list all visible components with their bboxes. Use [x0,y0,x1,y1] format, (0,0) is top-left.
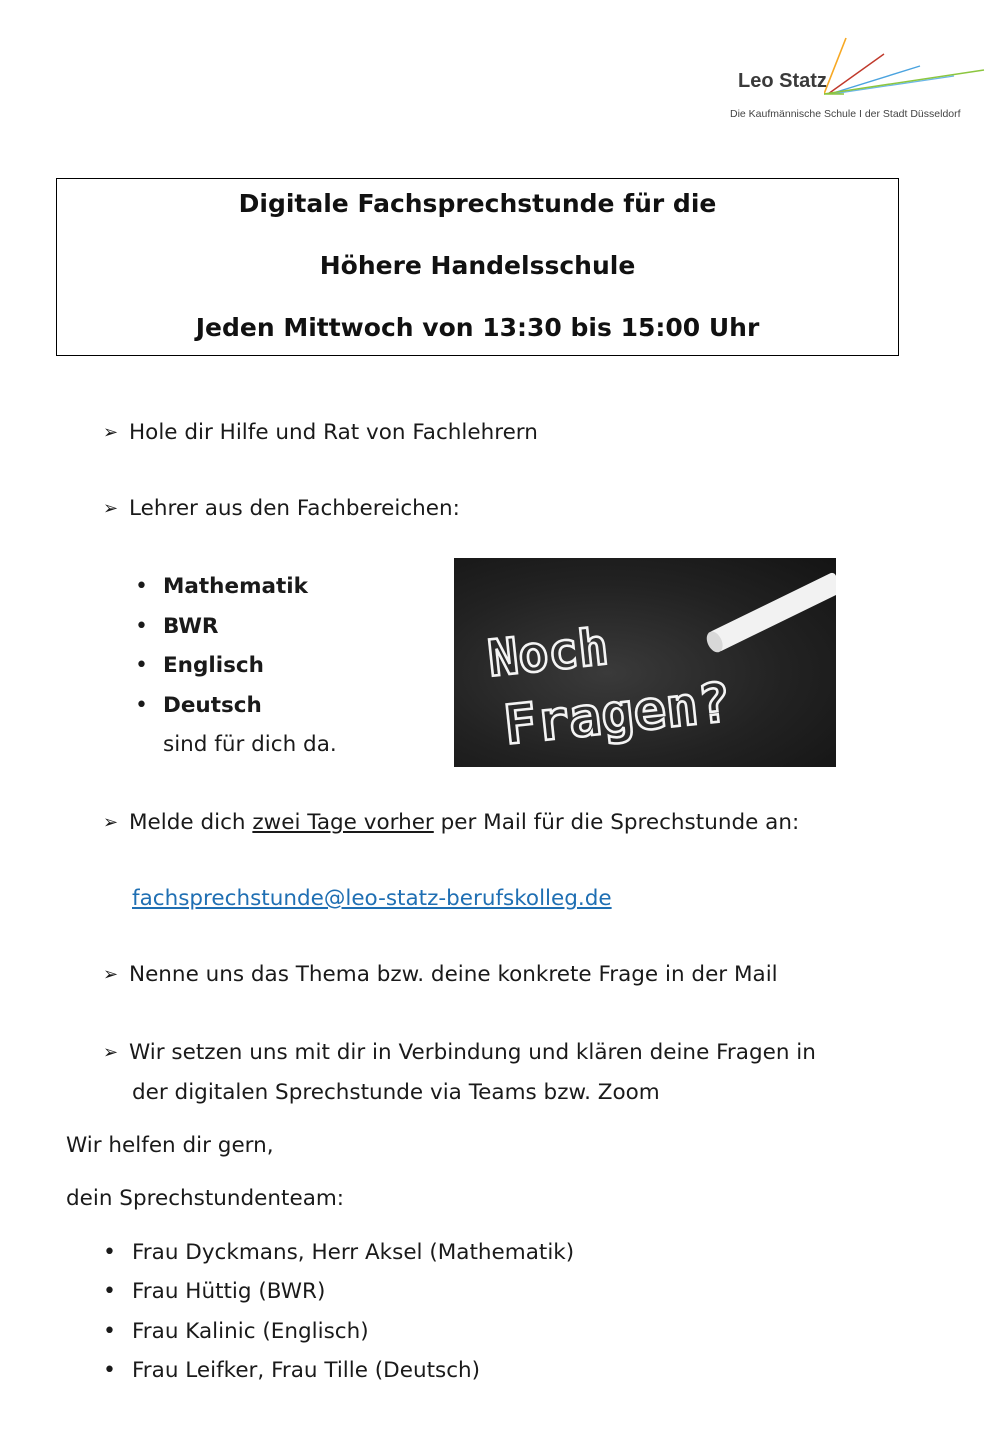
point-register-before: Melde dich [129,810,253,835]
arrow-bullet-icon: ➢ [103,422,119,443]
subjects-note: sind für dich da. [163,732,337,757]
school-logo [730,36,990,120]
point-contact-line-1: Wir setzen uns mit dir in Verbindung und klären deine Fragen in [129,1040,816,1065]
title-line-3: Jeden Mittwoch von 13:30 bis 15:00 Uhr [195,313,760,342]
bullet-dot-icon: • [103,1240,116,1265]
team-member: Frau Kalinic (Englisch) [132,1319,369,1344]
chalkboard-image [454,558,836,767]
closing-line-2: dein Sprechstundenteam: [66,1186,345,1211]
logo-tagline: Die Kaufmännische Schule I der Stadt Düsseldorf [730,108,961,120]
point-register [103,810,799,835]
logo-name: Leo Statz [738,70,827,92]
title-box [56,178,899,356]
bullet-dot-icon: • [135,614,148,639]
team-member: Frau Leifker, Frau Tille (Deutsch) [132,1358,481,1383]
bullet-dot-icon: • [135,653,148,678]
subject-item: BWR [163,614,219,639]
subject-item: Deutsch [163,693,262,718]
email-link[interactable]: fachsprechstunde@leo-statz-berufskolleg.de [132,886,612,911]
logo-swoosh-icon [824,36,990,100]
point-teachers [103,496,460,521]
closing-line-1: Wir helfen dir gern, [66,1133,274,1158]
subject-item: Mathematik [163,574,308,599]
title-line-2: Höhere Handelsschule [319,251,636,280]
point-register-after: per Mail für die Sprechstunde an: [433,810,800,835]
arrow-bullet-icon: ➢ [103,964,119,985]
chalk-text-line-1: Noch [485,617,612,688]
arrow-bullet-icon: ➢ [103,812,119,833]
point-topic-text: Nenne uns das Thema bzw. deine konkrete Frage in der Mail [129,962,778,987]
bullet-dot-icon: • [103,1319,116,1344]
title-line-1: Digitale Fachsprechstunde für die [238,189,717,218]
team-member: Frau Dyckmans, Herr Aksel (Mathematik) [132,1240,575,1265]
bullet-dot-icon: • [135,574,148,599]
chalk-text-line-2: Fragen? [500,670,734,757]
subject-item: Englisch [163,653,264,678]
arrow-bullet-icon: ➢ [103,1042,119,1063]
point-topic [103,962,778,987]
point-help [103,420,538,445]
chalk-icon [454,558,836,767]
arrow-bullet-icon: ➢ [103,498,119,519]
bullet-dot-icon: • [103,1358,116,1383]
point-teachers-text: Lehrer aus den Fachbereichen: [129,496,460,521]
point-register-underlined: zwei Tage vorher [252,810,434,835]
bullet-dot-icon: • [103,1279,116,1304]
point-contact [103,1040,816,1065]
bullet-dot-icon: • [135,693,148,718]
point-contact-line-2: der digitalen Sprechstunde via Teams bzw. Zoom [132,1080,660,1105]
point-help-text: Hole dir Hilfe und Rat von Fachlehrern [129,420,538,445]
team-member: Frau Hüttig (BWR) [132,1279,326,1304]
